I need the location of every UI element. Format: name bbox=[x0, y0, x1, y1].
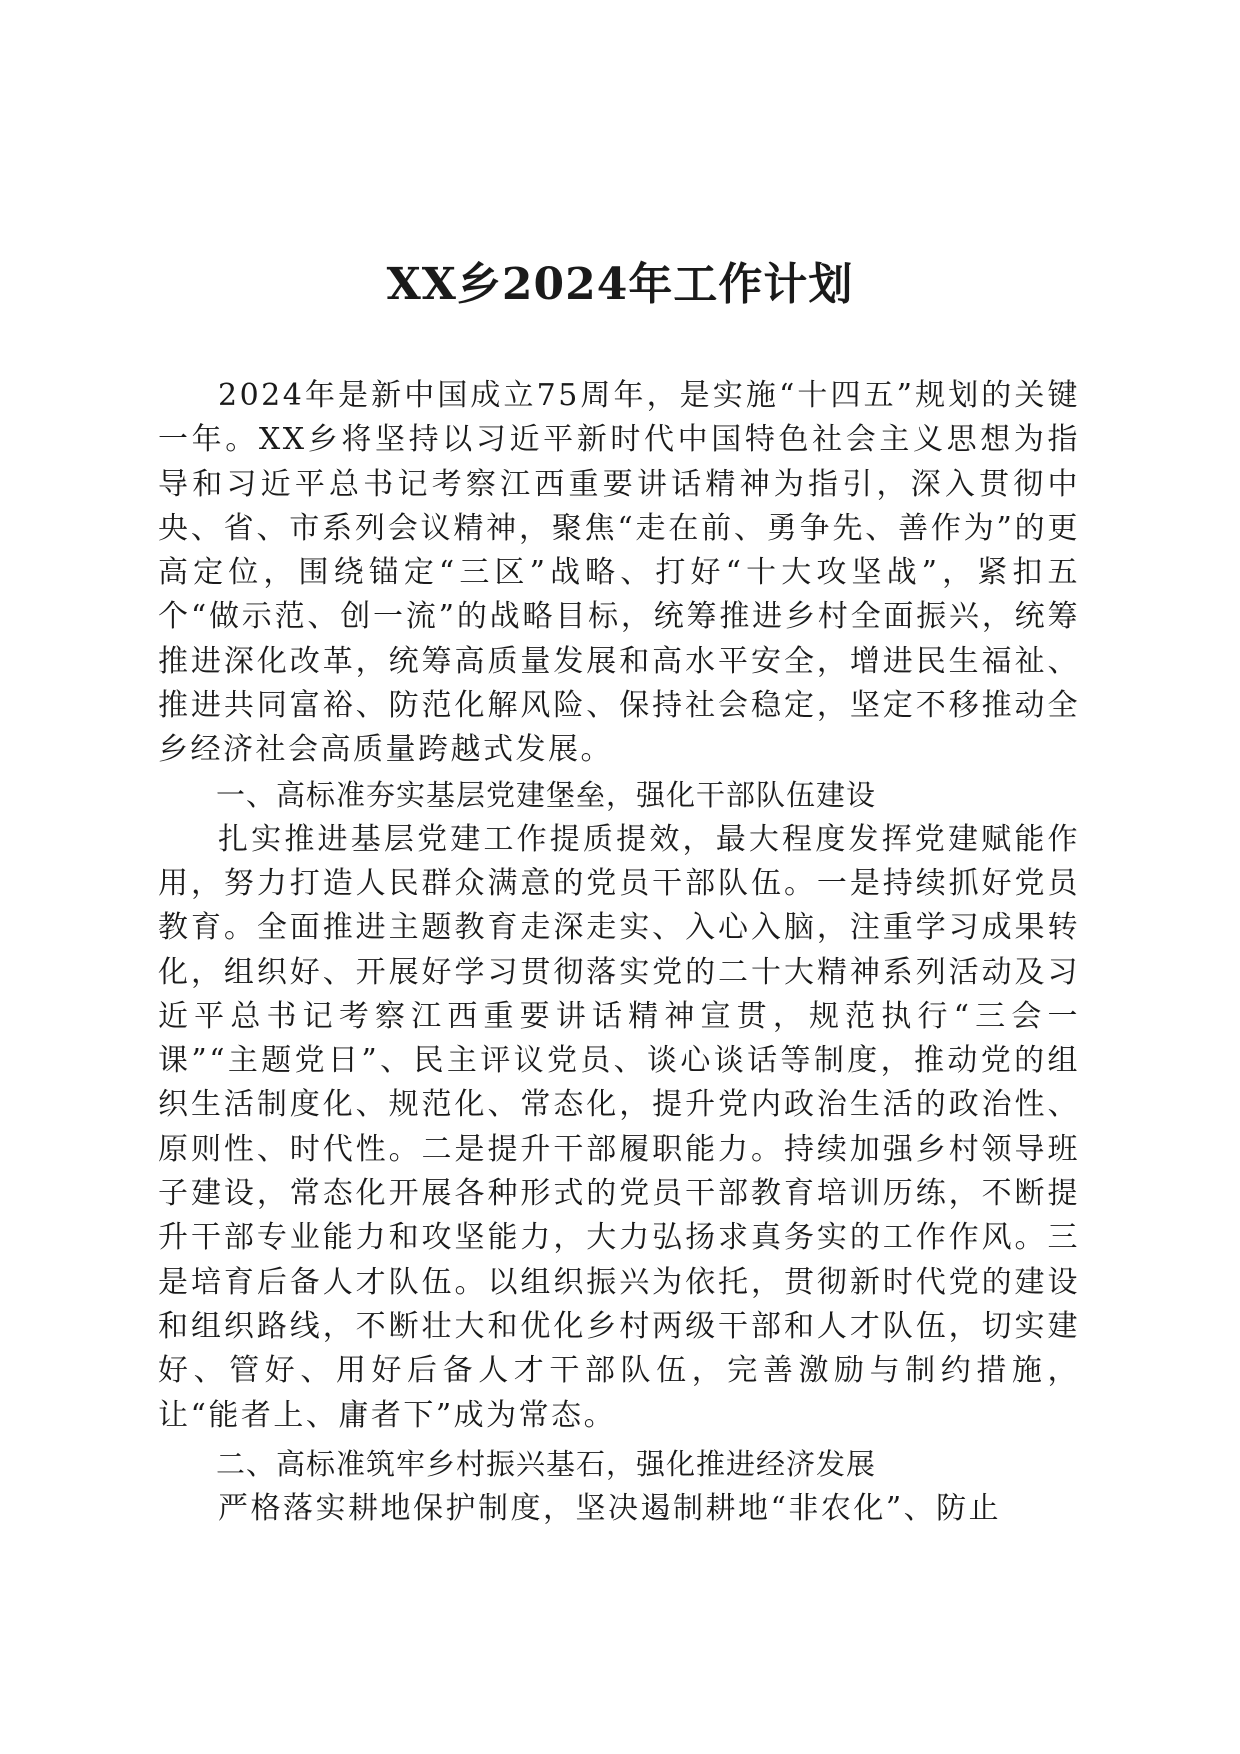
section-1-paragraph: 扎实推进基层党建工作提质提效，最大程度发挥党建赋能作用，努力打造人民群众满意的党员干部队伍。一是持续抓好党员教育。全面推进主题教育走深走实、入心入脑，注重学习成果转化，组织好、开展好学习贯彻落实党的二十大精神系列活动及习近平总书记考察江西重要讲话精神宣贯，规范执行“三会一课”“主题党日”、民主评议党员、谈心谈话等制度，推动党的组织生活制度化、规范化、常态化，提升党内政治生活的政治性、原则性、时代性。二是提升干部履职能力。持续加强乡村领导班子建设，常态化开展各种形式的党员干部教育培训历练，不断提升干部专业能力和攻坚能力，大力弘扬求真务实的工作作风。三是培育后备人才队伍。以组织振兴为依托，贯彻新时代党的建设和组织路线，不断壮大和优化乡村两级干部和人才队伍，切实建好、管好、用好后备人才干部队伍，完善激励与制约措施，让“能者上、庸者下”成为常态。 bbox=[158, 821, 1080, 1433]
document-title: XX乡2024年工作计划 bbox=[386, 259, 854, 311]
section-1-heading: 一、高标准夯实基层党建堡垒，强化干部队伍建设 bbox=[216, 777, 877, 812]
section-2-paragraph: 严格落实耕地保护制度，坚决遏制耕地“非农化”、防止 bbox=[218, 1490, 1002, 1526]
intro-paragraph: 2024年是新中国成立75周年，是实施“十四五”规划的关键一年。XX乡将坚持以习近平新时代中国特色社会主义思想为指导和习近平总书记考察江西重要讲话精神为指引，深入贯彻中央、省、市系列会议精神，聚焦“走在前、勇争先、善作为”的更高定位，围绕锚定“三区”战略、打好“十大攻坚战”，紧扣五个“做示范、创一流”的战略目标，统筹推进乡村全面振兴，统筹推进深化改革，统筹高质量发展和高水平安全，增进民生福祉、推进共同富裕、防范化解风险、保持社会稳定，坚定不移推动全乡经济社会高质量跨越式发展。 bbox=[158, 378, 1080, 768]
section-2-heading: 二、高标准筑牢乡村振兴基石，强化推进经济发展 bbox=[216, 1446, 877, 1481]
document-body bbox=[158, 374, 1080, 1531]
